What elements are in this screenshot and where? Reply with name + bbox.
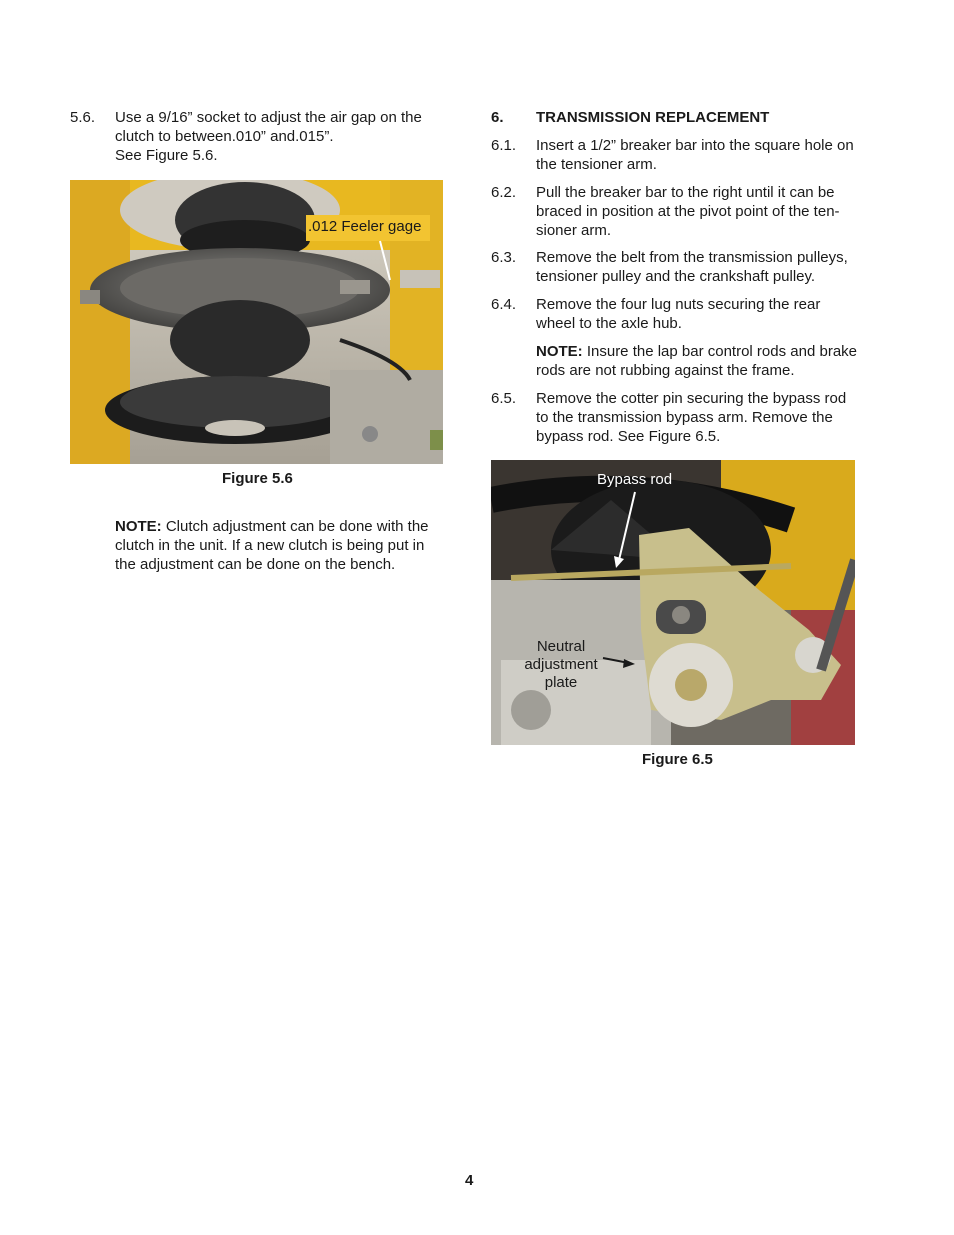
step-text-6-3: Remove the belt from the transmission pulleys, tensioner pulley and the crankshaft pulley. [536,249,848,285]
feeler-gage-arrow [70,180,443,464]
step-number-6-4: 6.4. [491,296,517,313]
step-text-5-6 [115,108,455,165]
section-number: 6. [491,109,504,126]
step-number-6-2: 6.2. [491,184,517,201]
note-line-2: clutch in the unit. If a new clutch is being put in [115,537,425,554]
clutch-note [115,517,455,574]
bypass-rod-callout: Bypass rod [597,471,673,488]
figure-6-5-caption: Figure 6.5 [642,751,713,768]
step-text-6-2: Pull the breaker bar to the right until it can be braced in position at the pivot point of the ten- sioner arm. [536,184,840,239]
step-line: clutch to between.010” and.015”. [115,128,334,145]
note-line-3: the adjustment can be done on the bench. [115,556,396,573]
figure-5-6-photo [70,180,443,464]
step-number-5-6: 5.6. [70,109,96,126]
step-text-6-4: Remove the four lug nuts securing the rear wheel to the axle hub. [536,296,821,332]
step-number-6-5: 6.5. [491,390,517,407]
section-title: TRANSMISSION REPLACEMENT [536,109,770,126]
step-text-6-5: Remove the cotter pin securing the bypass rod to the transmission bypass arm. Remove the bypass rod. See Figure 6.5. [536,390,847,445]
note-line-1: Insure the lap bar control rods and brake [582,343,858,360]
note-line-1: Clutch adjustment can be done with the [161,518,429,535]
step-text-6-1: Insert a 1/2” breaker bar into the square hole on the tensioner arm. [536,137,854,173]
control-rods-note [536,342,876,380]
bypass-rod-arrow [491,460,855,745]
note-line-2: rods are not rubbing against the frame. [536,362,795,379]
step-line: Use a 9/16” socket to adjust the air gap on the [115,109,422,126]
note-label: NOTE: [536,343,583,360]
step-number-6-3: 6.3. [491,249,517,266]
step-number-6-1: 6.1. [491,137,517,154]
step-line: See Figure 5.6. [115,147,218,164]
note-label: NOTE: [115,518,162,535]
page-number: 4 [465,1172,474,1189]
figure-6-5-photo [491,460,855,745]
figure-5-6-caption: Figure 5.6 [222,470,293,487]
feeler-gage-callout: .012 Feeler gage [308,218,422,235]
neutral-plate-callout: Neutral adjustment plate [524,638,598,691]
